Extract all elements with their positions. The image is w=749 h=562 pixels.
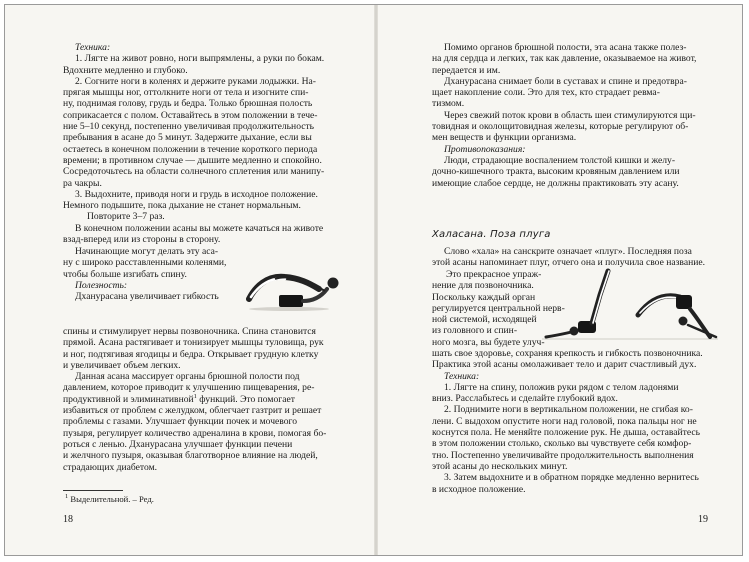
figure2-head	[679, 317, 688, 326]
halasana-illustration	[538, 263, 722, 343]
page-number-left: 18	[63, 514, 73, 525]
left-technique: Техника: 1. Лягте на живот ровно, ноги выпрямлены, а руки по бокам. Вдохните медленно и глубоко. 2. Согните ноги в коленях и держите руками лодыжки. На- прягая мышцы ног, оттолкните ноги от тела и изогните спи- ну, поднимая голову, грудь и бедра. Только брюшная полость соприкасается с полом. Оставайтесь в этом положении в тече- ние 5–10 секунд, постепенно увеличивая продолжительность пребывания в асане до 5 минут. Задержите дыхание, если вы остаетесь в конечном положении в течение короткого периода времени; в противном случае — дышите медленно и спокойно. Сосредоточьтесь на области солнечного сплетения или манипу- ра чакры. 3. Выдохните, приводя ноги и грудь в исходное положение. Немного подышите, пока дыхание не станет нормальным. Повторите 3–7 раз. В конечном положении асаны вы можете качаться на животе взад-вперед или из стороны в сторону.	[63, 42, 351, 245]
contraindications-heading: Противопоказания:	[444, 143, 526, 155]
head-shape	[328, 278, 339, 289]
footnote: $^1$ Выделительной. – Ред.	[65, 493, 154, 504]
figure1-leg-highlight	[593, 271, 609, 323]
footnote-marker: 1	[193, 393, 197, 400]
halasana-narrow-text: Это прекрасное упраж- нение для позвоночника. Поскольку каждый орган регулируется центральной нерв- ной системой, исходящей из головного и спин- ного мозга, вы будете улуч-	[432, 269, 565, 348]
left-page	[5, 5, 376, 555]
right-intro: Помимо органов брюшной полости, эта асана также полез- на для сердца и легких, так как давление, оказываемое на живот, передается и им. Дханурасана снимает боли в суставах и спине и предотвра- щает накопление соли. Это для тех, кто страдает ревма- тизмом. Через свежий поток крови в область шеи стимулируются щи- товидная и околощитовидная железы, которые регулируют об- мен веществ и функции организма. Противопоказания: Люди, страдающие воспалением толстой кишки и желу- дочно-кишечного тракта, высоким кровяным давлением или имеющие слабое сердце, не должны практиковать эту асану.	[432, 42, 722, 189]
right-technique-heading: Техника:	[444, 370, 480, 382]
halasana-title: Халасана. Поза плуга	[432, 229, 551, 240]
dhanurasana-illustration	[245, 263, 351, 313]
halasana-intro: Слово «хала» на санскрите означает «плуг». Последняя поза этой асаны напоминает плуг, отчего она и получила свое название.	[432, 246, 706, 269]
figure1-head	[570, 327, 579, 336]
shorts-shape	[279, 295, 303, 307]
floor-shadow	[249, 307, 329, 311]
benefit-heading: Полезность:	[75, 279, 128, 291]
footnote-rule	[63, 490, 123, 491]
footnote-ref-line: продуктивной и элиминативной$^1$ функций. Это помогает	[63, 393, 295, 405]
left-benefits: спины и стимулирует нервы позвоночника. Спина становится прямой. Асана растягивает и тонизирует мышцы туловища, рук и ног, подтягивая ягодицы и бедра. Открывает грудную клетку и увеличивает объем легких. Данная асана массирует органы брюшной полости под давлением, которое приводит к улучшению пищеварения, ре- продуктивной и элиминативной$^1$ функций. Это помогает избавиться от проблем с желудком, облегчает газтрит и решает проблемы с газами. Улучшает функции почек и мочевого пузыря, регулирует количество адреналина в крови, помогая бо- роться с ленью. Дханурасана улучшает функции печени и желчного пузыря, оказывая благотворное влияние на людей, страдающих диабетом.	[63, 326, 351, 473]
right-page	[376, 5, 742, 555]
right-technique: шать свое здоровье, сохраняя крепкость и гибкость позвоночника. Практика этой асаны омолаживает тело и дарит счастливый дух. Техника: 1. Лягте на спину, положив руки рядом с телом ладонями вниз. Расслабьтесь и сделайте глубокий вдох. 2. Поднимите ноги в вертикальном положении, не сгибая ко- лени. С выдохом опустите ноги над головой, пока пальцы ног не коснутся пола. Не меняйте положение рук. Не дыша, оставайтесь в этом положении столько, сколько вы чувствуете себя комфор- тно. Постепенно увеличивайте продолжительность выполнения этой асаны до нескольких минут. 3. Затем выдохните и в обратном порядке медленно вернитесь в исходное положение.	[432, 348, 722, 495]
left-beginner-text: Начинающие могут делать эту аса- ну с широко расставленными коленями, чтобы больше изгибать спину. Полезность: Дханурасана увеличивает гибкость	[63, 246, 243, 302]
book-spread	[4, 4, 743, 556]
technique-heading: Техника:	[75, 42, 111, 53]
figure2-torso	[676, 295, 692, 309]
page-number-right: 19	[698, 514, 708, 525]
